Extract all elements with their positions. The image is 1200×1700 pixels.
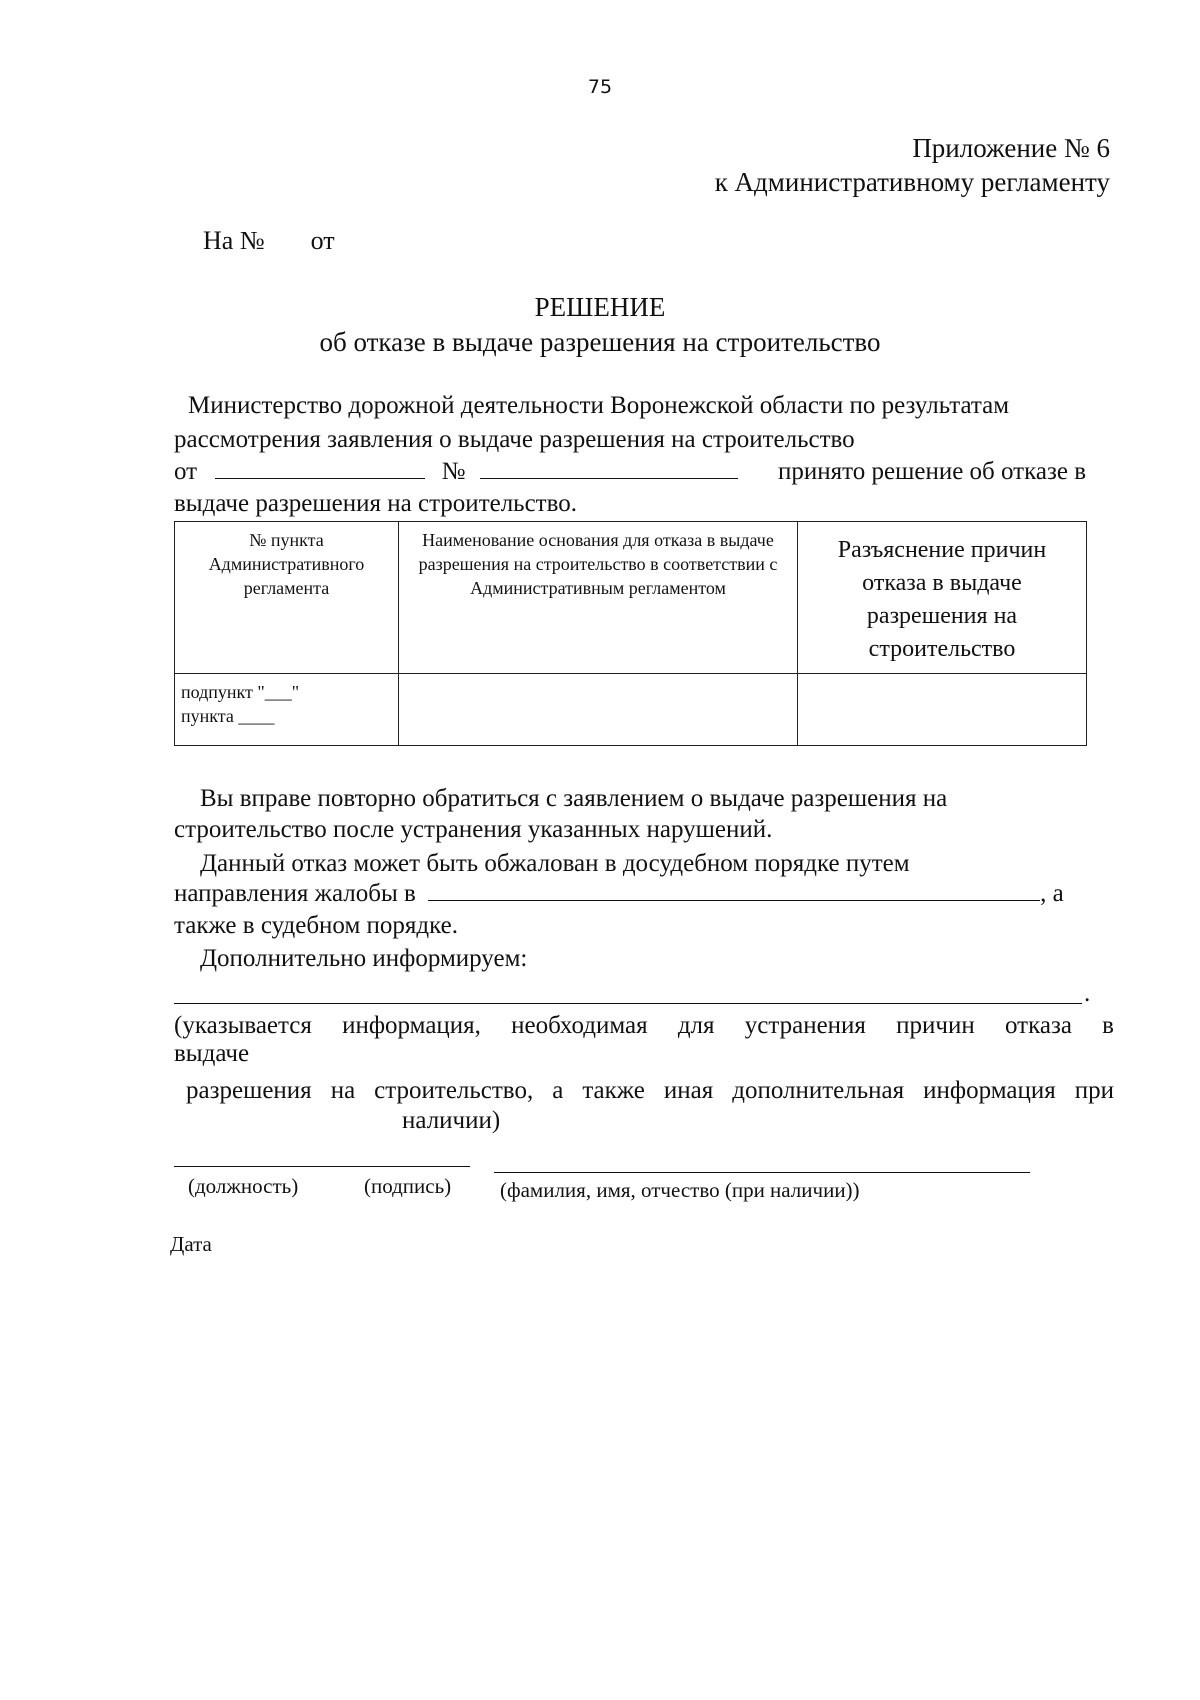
appeal-line-2-text: направления жалобы в (174, 880, 416, 907)
reference-number-label: На № (203, 226, 265, 255)
additional-info-label: Дополнительно информируем: (200, 945, 528, 972)
intro-decision-text: принято решение об отказе в (778, 458, 1086, 485)
intro-line-4: выдаче разрешения на строительство. (174, 490, 577, 517)
intro-line-3 (174, 458, 1086, 486)
refusal-reasons-table (174, 521, 1087, 746)
reference-line (203, 226, 335, 256)
cell-reason (399, 674, 798, 746)
reapply-line-2: строительство после устранения указанных нарушений. (174, 816, 773, 843)
signature-label: (подпись) (364, 1174, 452, 1198)
reference-from-label: от (310, 226, 335, 255)
appeal-line-2 (174, 880, 1114, 908)
table-row (175, 674, 1087, 746)
appendix-regulation: к Административному регламенту (714, 167, 1110, 197)
intro-line-2: рассмотрения заявления о выдаче разрешения на строительство (174, 426, 855, 453)
full-name-label: (фамилия, имя, отчество (при наличии)) (500, 1178, 860, 1202)
number-blank (480, 477, 738, 479)
position-label: (должность) (188, 1174, 299, 1198)
appendix-number: Приложение № 6 (912, 133, 1110, 163)
header-reason-name: Наименование основания для отказа в выдаче разрешения на строительство в соответствии с Административным регламентом (399, 522, 798, 674)
reapply-line-1: Вы вправе повторно обратиться с заявлением о выдаче разрешения на (200, 785, 948, 812)
appeal-line-1: Данный отказ может быть обжалован в досудебном порядке путем (200, 850, 910, 877)
date-blank (215, 477, 425, 479)
date-label: Дата (170, 1232, 212, 1256)
page-number: 75 (587, 76, 613, 98)
point-label: пункта ____ (181, 706, 275, 726)
document-title: РЕШЕНИЕ (534, 292, 666, 322)
note-line-4: наличии) (402, 1107, 501, 1134)
cell-explanation (798, 674, 1087, 746)
intro-number-label: № (441, 458, 466, 485)
position-signature-line (174, 1166, 470, 1167)
appeal-line-3: также в судебном порядке. (174, 912, 458, 939)
intro-from-label: от (174, 458, 198, 485)
full-name-line (494, 1172, 1030, 1173)
appeal-line-2-end: , а (1040, 880, 1064, 907)
header-explanation: Разъяснение причин отказа в выдаче разрешения на строительство (798, 522, 1087, 674)
table-header-row (175, 522, 1087, 674)
header-point-number: № пункта Административного регламента (175, 522, 399, 674)
document-subtitle: об отказе в выдаче разрешения на строительство (319, 327, 881, 357)
note-line-3: разрешения на строительство, а также иная дополнительная информация при (186, 1077, 1114, 1104)
additional-info-end: . (1084, 980, 1091, 1007)
additional-info-blank (174, 1003, 1082, 1004)
note-line-1: (указывается информация, необходимая для устранения причин отказа в (174, 1012, 1114, 1039)
appeal-body-blank (428, 899, 1040, 901)
note-line-2: выдаче (174, 1040, 250, 1067)
cell-point-reference (175, 674, 399, 746)
subpoint-label: подпункт "___" (181, 682, 300, 702)
intro-line-1: Министерство дорожной деятельности Воронежской области по результатам (188, 392, 1010, 419)
